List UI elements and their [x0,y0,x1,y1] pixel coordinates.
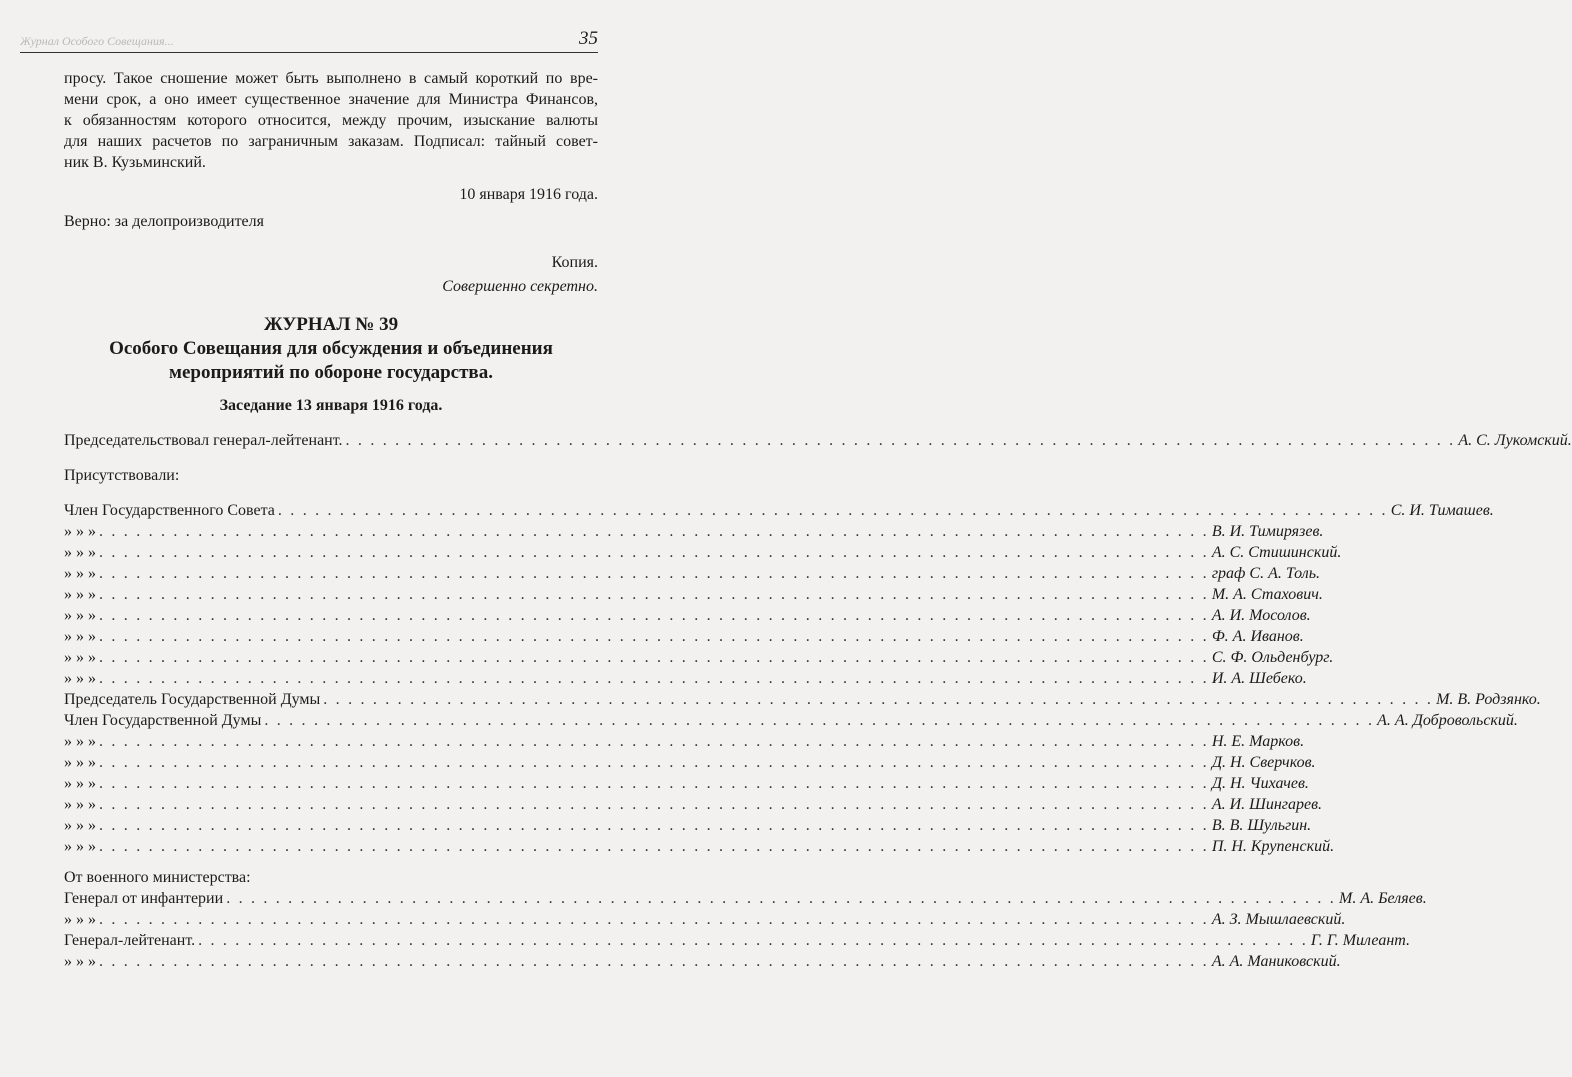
leader-dots: . . . . . . . . . . . . . . . . . . . . . . . . . . . . . . . . . . . . . . . . . . . . . . . . . . . . . . . . . . . . . . . . . . . . . . . . . . . . . . . . . . . . . . . . . . [99,586,1209,603]
page-header [20,28,598,53]
leader-dots: . . . . . . . . . . . . . . . . . . . . . . . . . . . . . . . . . . . . . . . . . . . . . . . . . . . . . . . . . . . . . . . . . . . . . . . . . . . . . . . . . . . . . . . . . . [99,544,1209,561]
member-label: » » » [64,544,96,561]
intro-line: к обязанностям которого относится, между прочим, изыскание валюты [64,112,598,129]
member-name: В. В. Шульгин. [1211,817,1312,834]
member-label: » » » [64,911,96,928]
leader-dots: . . . . . . . . . . . . . . . . . . . . . . . . . . . . . . . . . . . . . . . . . . . . . . . . . . . . . . . . . . . . . . . . . . . . . . . . . . . . . . . . . . . . . . . . . . [345,432,1456,449]
member-label: » » » [64,628,96,645]
member-row [64,521,1324,542]
leader-dots: . . . . . . . . . . . . . . . . . . . . . . . . . . . . . . . . . . . . . . . . . . . . . . . . . . . . . . . . . . . . . . . . . . . . . . . . . . . . . . . . . . . . . . . . . . [99,565,1209,582]
member-label: » » » [64,796,96,813]
member-name: Д. Н. Чихачев. [1211,775,1309,792]
member-name: А. И. Шингарев. [1211,796,1323,813]
member-row [64,500,1494,521]
member-row [64,584,1323,605]
leader-dots: . . . . . . . . . . . . . . . . . . . . . . . . . . . . . . . . . . . . . . . . . . . . . . . . . . . . . . . . . . . . . . . . . . . . . . . . . . . . . . . . . . . . . . . . . . [99,733,1209,750]
member-label: » » » [64,649,96,666]
leader-dots: . . . . . . . . . . . . . . . . . . . . . . . . . . . . . . . . . . . . . . . . . . . . . . . . . . . . . . . . . . . . . . . . . . . . . . . . . . . . . . . . . . . . . . . . . . [226,890,1336,907]
member-name: Д. Н. Сверчков. [1211,754,1316,771]
member-label: » » » [64,733,96,750]
present-label: Присутствовали: [64,467,180,484]
leader-dots: . . . . . . . . . . . . . . . . . . . . . . . . . . . . . . . . . . . . . . . . . . . . . . . . . . . . . . . . . . . . . . . . . . . . . . . . . . . . . . . . . . . . . . . . . . [277,502,1388,519]
member-row [64,626,1304,647]
leader-dots: . . . . . . . . . . . . . . . . . . . . . . . . . . . . . . . . . . . . . . . . . . . . . . . . . . . . . . . . . . . . . . . . . . . . . . . . . . . . . . . . . . . . . . . . . . [99,838,1209,855]
member-name: А. А. Добровольский. [1377,712,1518,729]
member-row [64,909,1346,930]
member-name: С. И. Тимашев. [1390,502,1494,519]
member-row [64,731,1305,752]
member-row [64,710,1518,731]
intro-line: мени срок, а оно имеет существенное значение для Министра Финансов, [64,91,598,108]
duma-members-list [64,710,1518,857]
member-row [64,668,1307,689]
member-row [64,773,1309,794]
member-label: » » » [64,523,96,540]
member-label: Член Государственной Думы [64,712,262,729]
secret-label: Совершенно секретно. [442,278,598,295]
member-name: И. А. Шебеко. [1211,670,1307,687]
member-label: Генерал от инфантерии [64,890,224,907]
member-label: » » » [64,953,96,970]
leader-dots: . . . . . . . . . . . . . . . . . . . . . . . . . . . . . . . . . . . . . . . . . . . . . . . . . . . . . . . . . . . . . . . . . . . . . . . . . . . . . . . . . . . . . . . . . . [264,712,1375,729]
leader-dots: . . . . . . . . . . . . . . . . . . . . . . . . . . . . . . . . . . . . . . . . . . . . . . . . . . . . . . . . . . . . . . . . . . . . . . . . . . . . . . . . . . . . . . . . . . [99,817,1209,834]
member-row [64,542,1342,563]
chaired-name: А. С. Лукомский. [1458,432,1572,449]
page-number: 35 [579,28,598,49]
member-name: В. И. Тимирязев. [1211,523,1324,540]
member-row [64,951,1341,972]
member-name: С. Ф. Ольденбург. [1211,649,1334,666]
leader-dots: . . . . . . . . . . . . . . . . . . . . . . . . . . . . . . . . . . . . . . . . . . . . . . . . . . . . . . . . . . . . . . . . . . . . . . . . . . . . . . . . . . . . . . . . . . [99,649,1209,666]
member-label: » » » [64,607,96,624]
lt-general-list [64,930,1410,972]
member-name: П. Н. Крупенский. [1211,838,1335,855]
member-name: А. А. Маниковский. [1211,953,1341,970]
member-name: Ф. А. Иванов. [1211,628,1304,645]
leader-dots: . . . . . . . . . . . . . . . . . . . . . . . . . . . . . . . . . . . . . . . . . . . . . . . . . . . . . . . . . . . . . . . . . . . . . . . . . . . . . . . . . . . . . . . . . . [99,796,1209,813]
infantry-list [64,888,1427,930]
member-name: Н. Е. Марков. [1211,733,1305,750]
intro-paragraph [64,68,598,173]
leader-dots: . . . . . . . . . . . . . . . . . . . . . . . . . . . . . . . . . . . . . . . . . . . . . . . . . . . . . . . . . . . . . . . . . . . . . . . . . . . . . . . . . . . . . . . . . . [99,953,1209,970]
intro-line: для наших расчетов по заграничным заказам. Подписал: тайный совет- [64,133,598,150]
leader-dots: . . . . . . . . . . . . . . . . . . . . . . . . . . . . . . . . . . . . . . . . . . . . . . . . . . . . . . . . . . . . . . . . . . . . . . . . . . . . . . . . . . . . . . . . . . [99,775,1209,792]
leader-dots: . . . . . . . . . . . . . . . . . . . . . . . . . . . . . . . . . . . . . . . . . . . . . . . . . . . . . . . . . . . . . . . . . . . . . . . . . . . . . . . . . . . . . . . . . . [99,607,1209,624]
leader-dots: . . . . . . . . . . . . . . . . . . . . . . . . . . . . . . . . . . . . . . . . . . . . . . . . . . . . . . . . . . . . . . . . . . . . . . . . . . . . . . . . . . . . . . . . . . [198,932,1308,949]
leader-dots: . . . . . . . . . . . . . . . . . . . . . . . . . . . . . . . . . . . . . . . . . . . . . . . . . . . . . . . . . . . . . . . . . . . . . . . . . . . . . . . . . . . . . . . . . . [99,670,1209,687]
journal-title: ЖУРНАЛ № 39 [263,314,399,335]
member-label: » » » [64,586,96,603]
leader-dots: . . . . . . . . . . . . . . . . . . . . . . . . . . . . . . . . . . . . . . . . . . . . . . . . . . . . . . . . . . . . . . . . . . . . . . . . . . . . . . . . . . . . . . . . . . [99,754,1209,771]
session-date: Заседание 13 января 1916 года. [219,397,443,414]
leader-dots: . . . . . . . . . . . . . . . . . . . . . . . . . . . . . . . . . . . . . . . . . . . . . . . . . . . . . . . . . . . . . . . . . . . . . . . . . . . . . . . . . . . . . . . . . . [99,628,1209,645]
leader-dots: . . . . . . . . . . . . . . . . . . . . . . . . . . . . . . . . . . . . . . . . . . . . . . . . . . . . . . . . . . . . . . . . . . . . . . . . . . . . . . . . . . . . . . . . . . [99,911,1209,928]
member-name: А. И. Мосолов. [1211,607,1311,624]
member-row [64,794,1323,815]
member-name: А. З. Мышлаевский. [1211,911,1346,928]
member-name: М. В. Родзянко. [1436,691,1541,708]
member-label: Генерал-лейтенант. [64,932,196,949]
member-label: Председатель Государственной Думы [64,691,321,708]
member-row [64,605,1311,626]
member-label: » » » [64,670,96,687]
verno-line: Верно: за делопроизводителя [64,213,264,230]
intro-line: просу. Такое сношение может быть выполнено в самый короткий по вре- [64,70,598,87]
state-council-list [64,500,1494,689]
member-label: » » » [64,565,96,582]
member-name: М. А. Беляев. [1339,890,1427,907]
member-label: » » » [64,838,96,855]
member-label: » » » [64,775,96,792]
leader-dots: . . . . . . . . . . . . . . . . . . . . . . . . . . . . . . . . . . . . . . . . . . . . . . . . . . . . . . . . . . . . . . . . . . . . . . . . . . . . . . . . . . . . . . . . . . [323,691,1434,708]
member-row [64,888,1427,909]
member-row [64,647,1334,668]
member-name: граф С. А. Толь. [1211,565,1321,582]
member-row [64,752,1316,773]
member-row [64,836,1335,857]
war-ministry-label: От военного министерства: [64,869,251,886]
member-label: Член Государственного Совета [64,502,275,519]
member-row [64,815,1312,836]
kopiya-label: Копия. [551,254,598,271]
member-label: » » » [64,817,96,834]
running-title: Журнал Особого Совещания... [20,34,174,48]
intro-line: ник В. Кузьминский. [64,154,206,171]
chaired-label: Председательствовал генерал-лейтенант. [64,432,343,449]
member-name: Г. Г. Милеант. [1310,932,1410,949]
duma-chair-list [64,689,1541,710]
journal-subtitle-1: Особого Совещания для обсуждения и объединения [109,338,553,359]
member-row [64,930,1410,951]
member-label: » » » [64,754,96,771]
document-date: 10 января 1916 года. [459,186,598,203]
chaired-row [64,430,1572,451]
page-body [64,68,1572,972]
member-name: А. С. Стишинский. [1211,544,1342,561]
member-row [64,689,1541,710]
member-row [64,563,1321,584]
member-name: М. А. Стахович. [1211,586,1323,603]
leader-dots: . . . . . . . . . . . . . . . . . . . . . . . . . . . . . . . . . . . . . . . . . . . . . . . . . . . . . . . . . . . . . . . . . . . . . . . . . . . . . . . . . . . . . . . . . . [99,523,1209,540]
journal-subtitle-2: мероприятий по обороне государства. [169,362,493,383]
